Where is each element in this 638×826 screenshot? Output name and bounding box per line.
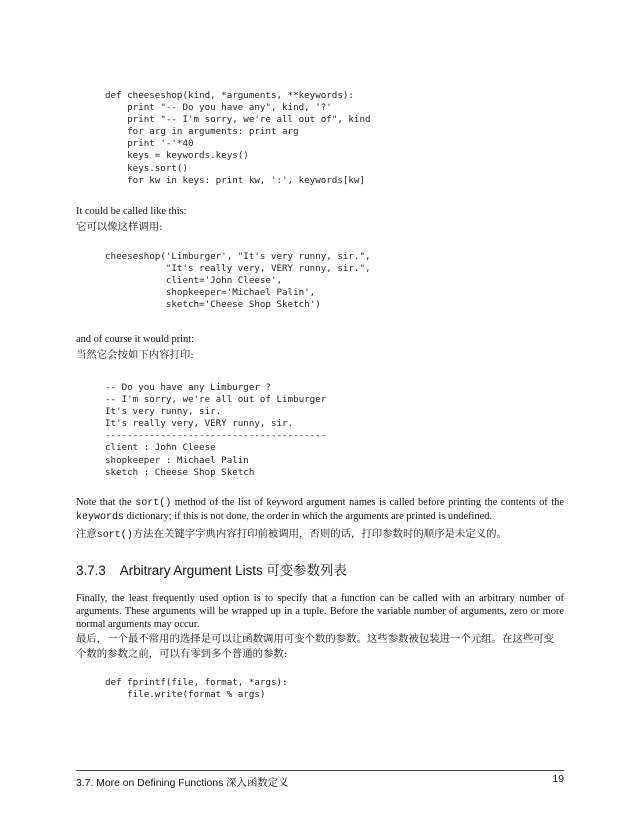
note-text-part1: Note that the bbox=[76, 497, 136, 508]
text-called-like-cn: 它可以像这样调用: bbox=[76, 221, 163, 233]
text-arbitrary-args-cn: 最后，一个最不常用的选择是可以让函数调用可变个数的参数。这些参数被包装进一个元组。在这些可变个数的参数之前，可以有零到多个普通的参数: bbox=[76, 633, 554, 660]
inline-code-sort: sort() bbox=[135, 498, 172, 509]
text-would-print: and of course it would print: bbox=[76, 334, 195, 345]
footer-section-label: 3.7. More on Defining Functions 深入函数定义 bbox=[76, 778, 289, 789]
code-cheeseshop-call: cheeseshop('Limburger', "It's very runny, sir.", "It's really very, VERY runny, sir.", client='John Cleese', shopkeeper='Michael Palin', sketch='Cheese Shop Sketch') bbox=[105, 251, 371, 311]
text-note-sort bbox=[76, 496, 564, 524]
section-title-text: Arbitrary Argument Lists 可变参数列表 bbox=[119, 563, 347, 578]
text-note-sort-cn bbox=[76, 527, 564, 543]
page-footer bbox=[76, 774, 564, 789]
section-heading bbox=[76, 560, 347, 579]
inline-code-keywords: keywords bbox=[76, 512, 125, 524]
note-text-part3: dictionary; if this is not done, the order in which the arguments are printed is undefined. bbox=[124, 511, 493, 523]
inline-code-sort-cn: sort() bbox=[96, 530, 133, 541]
text-called-like: It could be called like this: bbox=[76, 206, 187, 217]
note-cn-part1: 注意 bbox=[76, 528, 97, 540]
note-text-part2: method of the list of keyword argument names is called before printing the contents of the bbox=[171, 497, 564, 508]
code-cheeseshop-definition: def cheeseshop(kind, *arguments, **keywords): print "-- Do you have any", kind, '?' print "-- I'm sorry, we're all out of", kind for arg in arguments: print arg print '-'*40 keys = keywords.keys() keys.sort() for kw in keys: print kw, ':', keywords[kw] bbox=[105, 90, 371, 186]
note-cn-part2: 方法在关键字字典内容打印前被调用，否则的话，打印参数时的顺序是未定义的。 bbox=[132, 528, 507, 540]
text-would-print-cn: 当然它会按如下内容打印: bbox=[76, 349, 194, 361]
code-fprintf-definition: def fprintf(file, format, *args): file.write(format % args) bbox=[105, 677, 288, 701]
section-number: 3.7.3 bbox=[76, 563, 106, 578]
page-number: 19 bbox=[552, 774, 564, 785]
footer-divider bbox=[76, 770, 564, 771]
text-arbitrary-args: Finally, the least frequently used option is to specify that a function can be called with an arbitrary number of arguments. These arguments will be wrapped up in a tuple. Before the variable number of arguments, zero or more normal arguments may occur. bbox=[76, 593, 564, 631]
code-cheeseshop-output: -- Do you have any Limburger ? -- I'm sorry, we're all out of Limburger It's very runny, sir. It's really very, VERY runny, sir. ---------------------------------------- client : John Cleese shopkeeper : Michael Palin sketch : Cheese Shop Sketch bbox=[105, 382, 327, 478]
